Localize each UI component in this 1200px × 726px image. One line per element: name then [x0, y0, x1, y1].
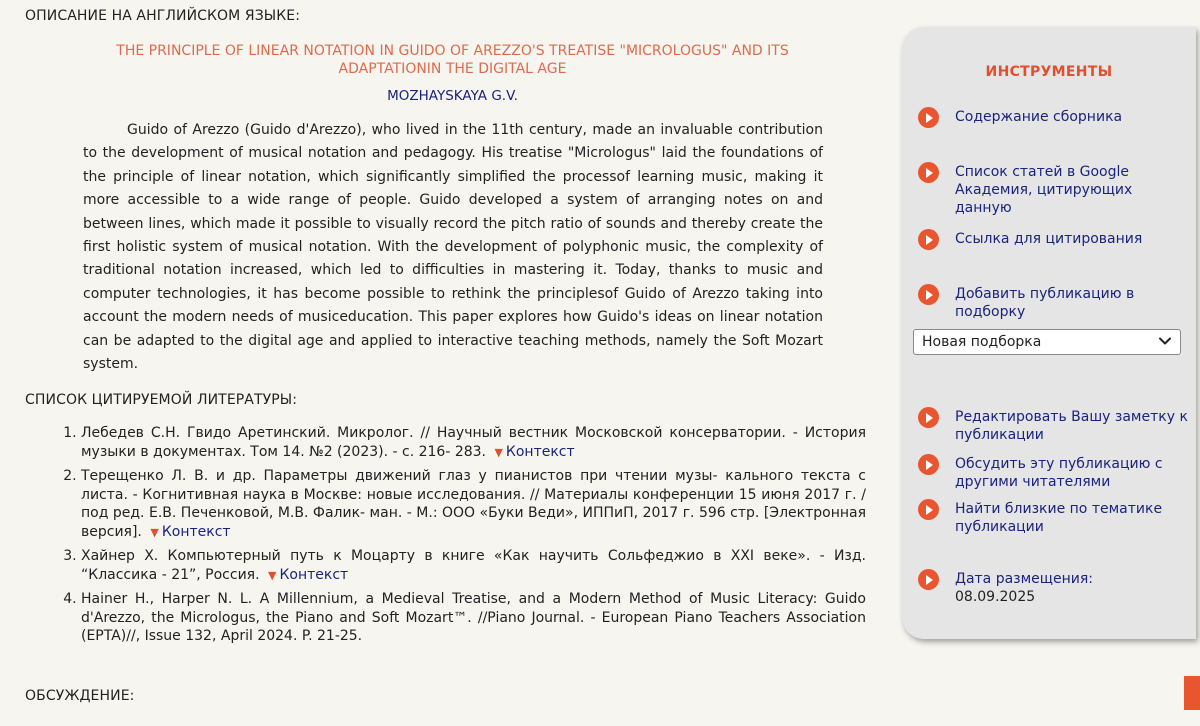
- play-circle-icon: [918, 107, 939, 128]
- paper-abstract: Guido of Arezzo (Guido d'Arezzo), who lived in the 11th century, made an invaluable contribution to the development of musical notation and pedagogy. His treatise "Micrologus" laid the foundations of the principle of linear notation, which significantly simplified the processof learning music, making it more accessible to a wide range of people. Guido developed a system of arranging notes on and between lines, which made it possible to visually record the pitch ratio of sounds and thereby create the first holistic system of musical notation. With the development of polyphonic music, the complexity of traditional notation increased, which led to difficulties in mastering it. Today, thanks to music and computer technologies, it has become possible to rethink the principlesof Guido of Arezzo taking into account the modern needs of musiceducation. This paper explores how Guido's ideas on linear notation can be adapted to the digital age and applied to interactive teaching methods, namely the Soft Mozart system.: [83, 122, 823, 373]
- tool-label: Ссылка для цитирования: [955, 231, 1143, 247]
- tool-label: Добавить публикацию в подборку: [955, 286, 1135, 320]
- context-link[interactable]: [150, 524, 230, 540]
- reference-item: [81, 467, 866, 542]
- collection-select-value: Новая подборка: [922, 334, 1042, 350]
- reference-text: Лебедев С.Н. Гвидо Аретинский. Микролог. // Научный вестник Московской консерватории. - История музыки в документах. Том 14. №2 (2023). - с. 216- 283.: [81, 425, 866, 460]
- tool-label: Содержание сборника: [955, 109, 1123, 125]
- triangle-down-icon: ▼: [150, 525, 159, 539]
- publication-date: [955, 570, 1188, 606]
- play-circle-icon: [918, 407, 939, 428]
- tool-add-to-collection[interactable]: [918, 285, 1188, 321]
- play-circle-icon: [918, 229, 939, 250]
- section-title-references: СПИСОК ЦИТИРУЕМОЙ ЛИТЕРАТУРЫ:: [25, 392, 298, 408]
- reference-item: [81, 424, 866, 462]
- tool-label: Обсудить эту публикацию с другими читателями: [955, 456, 1163, 490]
- reference-text: Терещенко Л. В. и др. Параметры движений глаз у пианистов при чтении музы- кального текста с листа. - Когнитивная наука в Москве: новые исследования. // Материалы конференции 15 июня 2017 г. / под ред. Е.В. Печенковой, М.В. Фалик- ман. - М.: ООО «Буки Веди», ИППиП, 2017 г. 596 стр. [Электронная версия].: [81, 468, 866, 540]
- tool-label: Список статей в Google Академия, цитирующих данную: [955, 164, 1133, 216]
- tool-label: Редактировать Вашу заметку к публикации: [955, 409, 1188, 443]
- scroll-to-top-tab[interactable]: [1184, 676, 1200, 710]
- reference-item: [81, 590, 866, 646]
- publication-date-value: 08.09.2025: [955, 589, 1036, 605]
- tool-label: Найти близкие по тематике публикации: [955, 501, 1163, 535]
- reference-item: [81, 547, 866, 585]
- tools-title: ИНСТРУМЕНТЫ: [985, 64, 1113, 80]
- tools-sidebar: [902, 27, 1196, 639]
- chevron-down-icon: [1158, 334, 1172, 348]
- tool-edit-note[interactable]: [918, 408, 1188, 444]
- context-link-label: Контекст: [505, 443, 575, 460]
- play-circle-icon: [918, 569, 939, 590]
- collection-select[interactable]: [913, 329, 1181, 355]
- context-link[interactable]: [494, 444, 574, 460]
- tool-google-scholar-citations[interactable]: [918, 163, 1188, 217]
- paper-title: THE PRINCIPLE OF LINEAR NOTATION IN GUIDO OF AREZZO'S TREATISE "MICROLOGUS" AND ITS ADAPTATIONIN THE DIGITAL AGE: [116, 43, 789, 77]
- context-link-label: Контекст: [279, 566, 349, 583]
- play-circle-icon: [918, 499, 939, 520]
- reference-text: Hainer H., Harper N. L. A Millennium, a Medieval Treatise, and a Modern Method of Music Literacy: Guido d'Arezzo, the Micrologus, the Piano and Soft Mozart™. //Piano Journal. - European Piano Teachers Association (EPTA)//, Issue 132, April 2024. P. 21-25.: [81, 591, 866, 644]
- context-link-label: Контекст: [161, 523, 231, 540]
- tool-publication-date: [918, 570, 1188, 606]
- tool-discuss-publication[interactable]: [918, 455, 1188, 491]
- paper-author: MOZHAYSKAYA G.V.: [387, 88, 518, 104]
- play-circle-icon: [918, 162, 939, 183]
- tool-find-similar[interactable]: [918, 500, 1188, 536]
- play-circle-icon: [918, 284, 939, 305]
- reference-text: Хайнер Х. Компьютерный путь к Моцарту в книге «Как научить Сольфеджио в XXI веке». - Изд. “Классика - 21”, Россия.: [81, 548, 866, 583]
- tool-collection-contents[interactable]: [918, 108, 1188, 128]
- section-title-description: ОПИСАНИЕ НА АНГЛИЙСКОМ ЯЗЫКЕ:: [25, 8, 301, 24]
- context-link[interactable]: [268, 567, 348, 583]
- triangle-down-icon: ▼: [494, 445, 503, 459]
- play-circle-icon: [918, 454, 939, 475]
- references-list: [35, 424, 866, 651]
- publication-date-label: Дата размещения:: [955, 571, 1093, 587]
- tool-citation-link[interactable]: [918, 230, 1188, 250]
- section-title-discussion: ОБСУЖДЕНИЕ:: [25, 688, 135, 704]
- triangle-down-icon: ▼: [268, 568, 277, 582]
